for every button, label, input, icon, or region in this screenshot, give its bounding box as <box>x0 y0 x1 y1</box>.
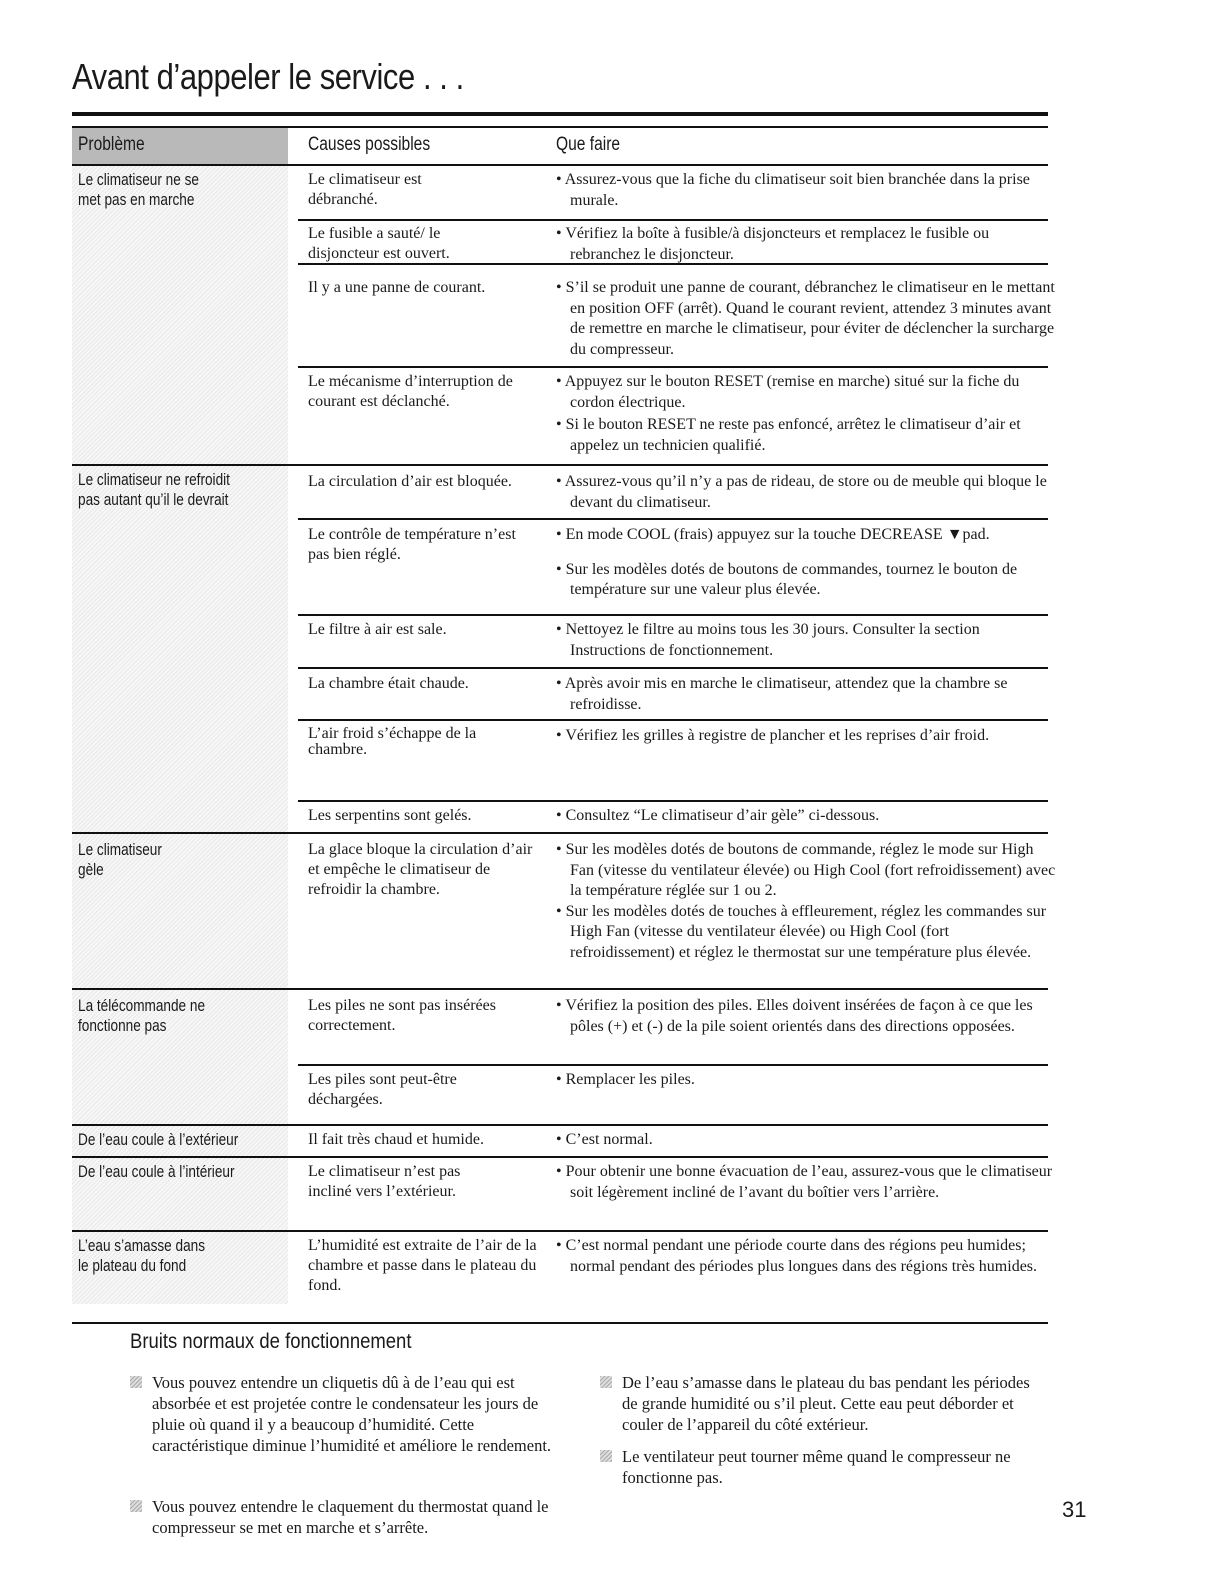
cause-text: Les piles sont peut-être déchargées. <box>308 1071 457 1108</box>
todo-text: • Assurez-vous que la fiche du climatiseur soit bien branchée dans la prise murale. <box>556 170 1056 211</box>
causes-header: Causes possibles <box>308 134 431 155</box>
troubleshooting-table <box>72 126 1056 1294</box>
sub-divider <box>298 667 1048 669</box>
row-divider <box>72 1124 1048 1126</box>
cause-text: Le filtre à air est sale. <box>308 621 447 638</box>
problem-label: Le climatiseur gèle <box>78 840 162 879</box>
todo-text: • Assurez-vous qu’il n’y a pas de rideau, de store ou de meuble qui bloque le devant du climatiseur. <box>556 472 1056 513</box>
problem-label: De l’eau coule à l’extérieur <box>78 1130 239 1149</box>
cause-text: Il fait très chaud et humide. <box>308 1131 484 1148</box>
problem-header: Problème <box>78 134 145 155</box>
todo-text: • Vérifiez la position des piles. Elles doivent insérées de façon à ce que les pôles (+) et (-) de la pile soient orientés dans des directions opposées. <box>556 996 1056 1037</box>
page-title: Avant d’appeler le service . . . <box>72 56 464 97</box>
todo-text: • Appuyez sur le bouton RESET (remise en marche) situé sur la fiche du cordon électrique. • Si le bouton RESET ne reste pas enfoncé, arrêtez le climatiseur d’air et appelez un technicien qualifié. <box>556 372 1056 456</box>
problem-label: L’eau s’amasse dans le plateau du fond <box>78 1236 206 1275</box>
cause-text: Le mécanisme d’interruption de courant est déclanché. <box>308 373 513 410</box>
row-divider <box>72 988 1048 990</box>
cause-text: La circulation d’air est bloquée. <box>308 473 512 490</box>
sub-divider <box>298 614 1048 616</box>
normal-sounds-item: Le ventilateur peut tourner même quand le compresseur ne fonctionne pas. <box>600 1446 1048 1488</box>
problem-label: Le climatiseur ne se met pas en marche <box>78 170 199 209</box>
row-divider <box>72 1156 1048 1158</box>
title-rule <box>72 112 1048 116</box>
problem-label: Le climatiseur ne refroidit pas autant qu’il le devrait <box>78 470 230 509</box>
problem-cell <box>72 166 288 464</box>
cause-text: Le climatiseur est débranché. <box>308 171 422 208</box>
cause-text: Le fusible a sauté/ le disjoncteur est ouvert. <box>308 225 450 262</box>
square-bullet-icon <box>600 1450 612 1462</box>
row-divider <box>72 832 1048 834</box>
todo-text: • Consultez “Le climatiseur d’air gèle” ci-dessous. <box>556 806 1056 827</box>
sub-divider <box>298 518 1048 520</box>
normal-sounds-item: De l’eau s’amasse dans le plateau du bas pendant les périodes de grande humidité ou s’il pleut. Cette eau peut déborder et couler de l’appareil du côté extérieur. <box>600 1372 1048 1435</box>
table-bottom-rule <box>72 1322 1048 1324</box>
row-divider <box>72 464 1048 466</box>
todo-text: • Vérifiez la boîte à fusible/à disjoncteurs et remplacez le fusible ou rebranchez le disjoncteur. <box>556 224 1056 265</box>
row-divider <box>72 1230 1048 1232</box>
cause-text: Les serpentins sont gelés. <box>308 807 472 824</box>
todo-text: • Vérifiez les grilles à registre de plancher et les reprises d’air froid. <box>556 726 1056 747</box>
cause-text: Les piles ne sont pas insérées correctement. <box>308 997 496 1034</box>
todo-text: • Nettoyez le filtre au moins tous les 30 jours. Consulter la section Instructions de fonctionnement. <box>556 620 1056 661</box>
problem-label: De l’eau coule à l’intérieur <box>78 1162 235 1181</box>
normal-sounds-title: Bruits normaux de fonctionnement <box>130 1330 412 1353</box>
sub-divider <box>298 719 1048 721</box>
todo-text: • C’est normal. <box>556 1130 1056 1151</box>
todo-text: • Sur les modèles dotés de boutons de commande, réglez le mode sur High Fan (vitesse du ventilateur élevée) ou High Cool (fort refroidissement) avec la température réglée sur 1 ou 2. • Sur les modèles dotés de touches à effleurement, réglez les commandes sur High Fan (vitesse du ventilateur élevée) ou High Cool (fort refroidissement) et réglez le thermostat sur une température plus élevée. <box>556 840 1056 963</box>
table-header <box>72 126 1048 166</box>
todo-text: • En mode COOL (frais) appuyez sur la touche DECREASE ▼pad. • Sur les modèles dotés de boutons de commandes, tournez le bouton de température sur une valeur plus élevée. <box>556 525 1056 601</box>
todo-text: • S’il se produit une panne de courant, débranchez le climatiseur en le mettant en position OFF (arrêt). Quand le courant revient, attendez 3 minutes avant de remettre en marche le climatiseur, pour éviter de déclencher la surcharge du compresseur. <box>556 278 1056 360</box>
todo-text: • Après avoir mis en marche le climatiseur, attendez que la chambre se refroidisse. <box>556 674 1056 715</box>
todo-text: • Remplacer les piles. <box>556 1070 1056 1091</box>
sub-divider <box>298 1064 1048 1066</box>
page-number: 31 <box>1062 1497 1087 1522</box>
square-bullet-icon <box>130 1376 142 1388</box>
problem-cell <box>72 466 288 832</box>
square-bullet-icon <box>130 1500 142 1512</box>
todo-text: • Pour obtenir une bonne évacuation de l’eau, assurez-vous que le climatiseur soit légèrement incliné de l’avant du boîtier vers l’arrière. <box>556 1162 1056 1203</box>
sub-divider <box>298 219 1048 221</box>
problem-label: La télécommande ne fonctionne pas <box>78 996 206 1035</box>
cause-text: Le climatiseur n’est pas incliné vers l’extérieur. <box>308 1163 461 1200</box>
cause-text: Le contrôle de température n’est pas bien réglé. <box>308 526 516 563</box>
cause-text: L’air froid s’échappe de la chambre. <box>308 725 477 758</box>
cause-text: La glace bloque la circulation d’air et empêche le climatiseur de refroidir la chambre. <box>308 841 533 898</box>
square-bullet-icon <box>600 1376 612 1388</box>
sub-divider <box>298 366 1048 368</box>
sub-divider <box>298 800 1048 802</box>
normal-sounds-item: Vous pouvez entendre un cliquetis dû à de l’eau qui est absorbée et est projetée contre le condensateur les jours de pluie où quand il y a beaucoup d’humidité. Cette caractéristique diminue l’humidité et améliore le rendement. <box>130 1372 570 1456</box>
todo-text: • C’est normal pendant une période courte dans des régions peu humides; normal pendant des périodes plus longues dans des régions très humides. <box>556 1236 1056 1277</box>
cause-text: La chambre était chaude. <box>308 675 469 692</box>
cause-text: L’humidité est extraite de l’air de la chambre et passe dans le plateau du fond. <box>308 1237 537 1294</box>
normal-sounds-item: Vous pouvez entendre le claquement du thermostat quand le compresseur se met en marche et s’arrête. <box>130 1496 570 1538</box>
todo-header: Que faire <box>556 134 621 155</box>
cause-text: Il y a une panne de courant. <box>308 279 486 296</box>
